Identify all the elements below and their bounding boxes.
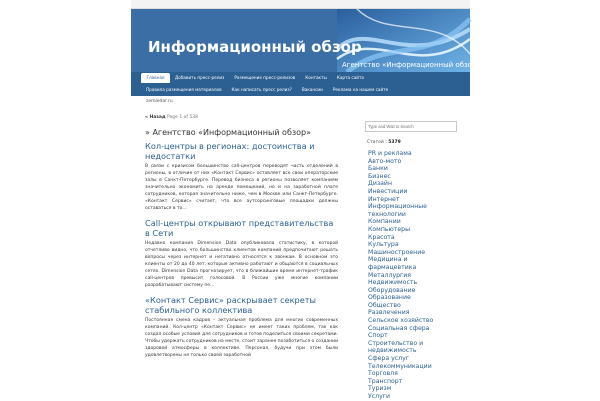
nav-item-rules[interactable]: Правила размещения материалов	[146, 87, 222, 92]
stats-value: 5379	[388, 140, 401, 145]
category-item[interactable]: Развлечения	[368, 309, 410, 317]
category-item[interactable]: Банки	[368, 165, 388, 173]
category-item[interactable]: Бизнес	[368, 172, 391, 180]
search-input[interactable]	[365, 121, 457, 132]
breadcrumb[interactable]: zemledar.ru	[146, 99, 173, 104]
post	[145, 296, 338, 359]
category-item[interactable]: Инвестиции	[368, 187, 408, 195]
post-excerpt: Недавно компания Dimension Data опубликовала статистику, в которой отчетливо видно, что большинство клиентов компаний предпочитают решать вопросы через интернет и негативно относятся к звонкам. В основном это клиенты от 20 до 40 лет, которые активно работают и общаются в социальных сетях. Dimension Data прогнозирует, что в ближайшие время интернет-трафик call-центров превысит голосовой. В России уже многие компании разрабатывают систему пе...	[145, 241, 338, 288]
category-item[interactable]: технологии	[368, 210, 406, 218]
page	[131, 0, 481, 400]
category-item[interactable]: Сфера услуг	[368, 355, 410, 363]
nav-item-press-release-placement[interactable]: Размещение пресс-релизов	[234, 75, 296, 80]
sidebar	[365, 113, 457, 401]
main-nav	[131, 72, 470, 96]
nav-item-advertising[interactable]: Реклама на нашем сайте	[332, 87, 389, 92]
category-item[interactable]: Недвижимость	[368, 279, 418, 287]
prev-page-link[interactable]: « Назад	[145, 115, 166, 120]
category-item[interactable]: Интернет	[368, 195, 400, 203]
nav-row-1	[131, 72, 369, 84]
post	[145, 142, 338, 212]
nav-item-contacts[interactable]: Контакты	[305, 75, 327, 80]
page-info: Page 1 of 538	[167, 115, 198, 120]
nav-row-2	[131, 84, 393, 96]
category-item[interactable]: Информационные	[368, 203, 427, 211]
category-list	[365, 150, 457, 401]
post-title[interactable]: Кол-центры в регионах: достоинства и недостатки	[145, 141, 315, 161]
tagline-box	[342, 60, 481, 70]
category-item[interactable]: Сельское хозяйство	[368, 317, 434, 325]
category-item[interactable]: Спорт	[368, 332, 388, 340]
category-title: » Агентство «Информационный обзор»	[145, 128, 312, 137]
category-item[interactable]: Авто-мото	[368, 157, 402, 165]
category-item[interactable]: Образование	[368, 294, 411, 302]
category-item[interactable]: Компании	[368, 218, 401, 226]
category-item[interactable]: Социальная сфера	[368, 324, 430, 332]
nav-item-how-to-write[interactable]: Как написать пресс релиз?	[231, 87, 292, 92]
category-item[interactable]: Туризм	[368, 385, 392, 393]
top-strip	[131, 0, 470, 9]
post-excerpt: В связи с кризисом большинство call-центров переводят часть отделений в регионы, в отличие от них «Контакт Сервис» оставляет все свои операторские залы в Санкт-Петербурге. Перевод бизнеса в регионы позволяет компаниям значительно экономить на аренде помещений, но и на заработной плате сотрудников, которая значительно ниже, чем в Москве или Санкт-Петербурге. «Контакт Сервис» считает, что все аутсорсинговые площадки должны оставаться в то...	[145, 164, 338, 211]
site-title[interactable]: Информационный обзор	[148, 38, 362, 56]
site-header	[131, 9, 481, 72]
category-item[interactable]: Услуги	[368, 393, 391, 400]
post-excerpt: Постоянная смена кадров – актуальная проблема для многих современных компаний. Кол-центр «Контакт Сервис» не имеет таких проблем, так как создал особые условия для сотрудников и готов поделиться своими секретами. Чтобы удержать сотрудников на месте, стоит заранее позаботиться о создании здоровой атмосферы в коллективе. Персонал, будучи при этом были удовлетворены не только своей заработной	[145, 318, 338, 358]
category-item[interactable]: Общество	[368, 301, 401, 309]
nav-item-add-press-release[interactable]: Добавить пресс-релиз	[175, 75, 225, 80]
post	[145, 219, 338, 289]
category-item[interactable]: Торговля	[368, 370, 398, 378]
category-item[interactable]: Телекоммуникации	[368, 362, 432, 370]
nav-item-vacancies[interactable]: Вакансии	[301, 87, 323, 92]
category-item[interactable]: Транспорт	[368, 377, 403, 385]
category-item[interactable]: Медицина и	[368, 256, 408, 264]
category-item[interactable]: Строительство и	[368, 339, 424, 347]
nav-item-sitemap[interactable]: Карта сайта	[336, 75, 364, 80]
post-title[interactable]: «Контакт Сервис» раскрывает секреты стабильного коллектива	[145, 295, 317, 315]
article-stats	[367, 140, 457, 145]
stats-label: Статей :	[367, 140, 387, 145]
category-item[interactable]: Оборудование	[368, 286, 416, 294]
category-item[interactable]: Красота	[368, 233, 395, 241]
category-item[interactable]: Культура	[368, 241, 399, 249]
nav-item-home[interactable]: Главная	[141, 73, 170, 83]
site-tagline: Агентство «Информационный обзор»	[342, 61, 481, 69]
pager	[145, 115, 338, 120]
main-content	[145, 115, 338, 366]
category-item[interactable]: фармацевтика	[368, 263, 417, 271]
category-item[interactable]: Металлургия	[368, 271, 412, 279]
category-item[interactable]: Машиностроение	[368, 248, 426, 256]
post-title[interactable]: Call-центры открывают представительства в Сети	[145, 218, 334, 238]
category-item[interactable]: PR и реклама	[368, 150, 412, 157]
category-item[interactable]: Компьютеры	[368, 225, 410, 233]
category-item[interactable]: недвижимость	[368, 347, 417, 355]
category-item[interactable]: Дизайн	[368, 180, 393, 188]
